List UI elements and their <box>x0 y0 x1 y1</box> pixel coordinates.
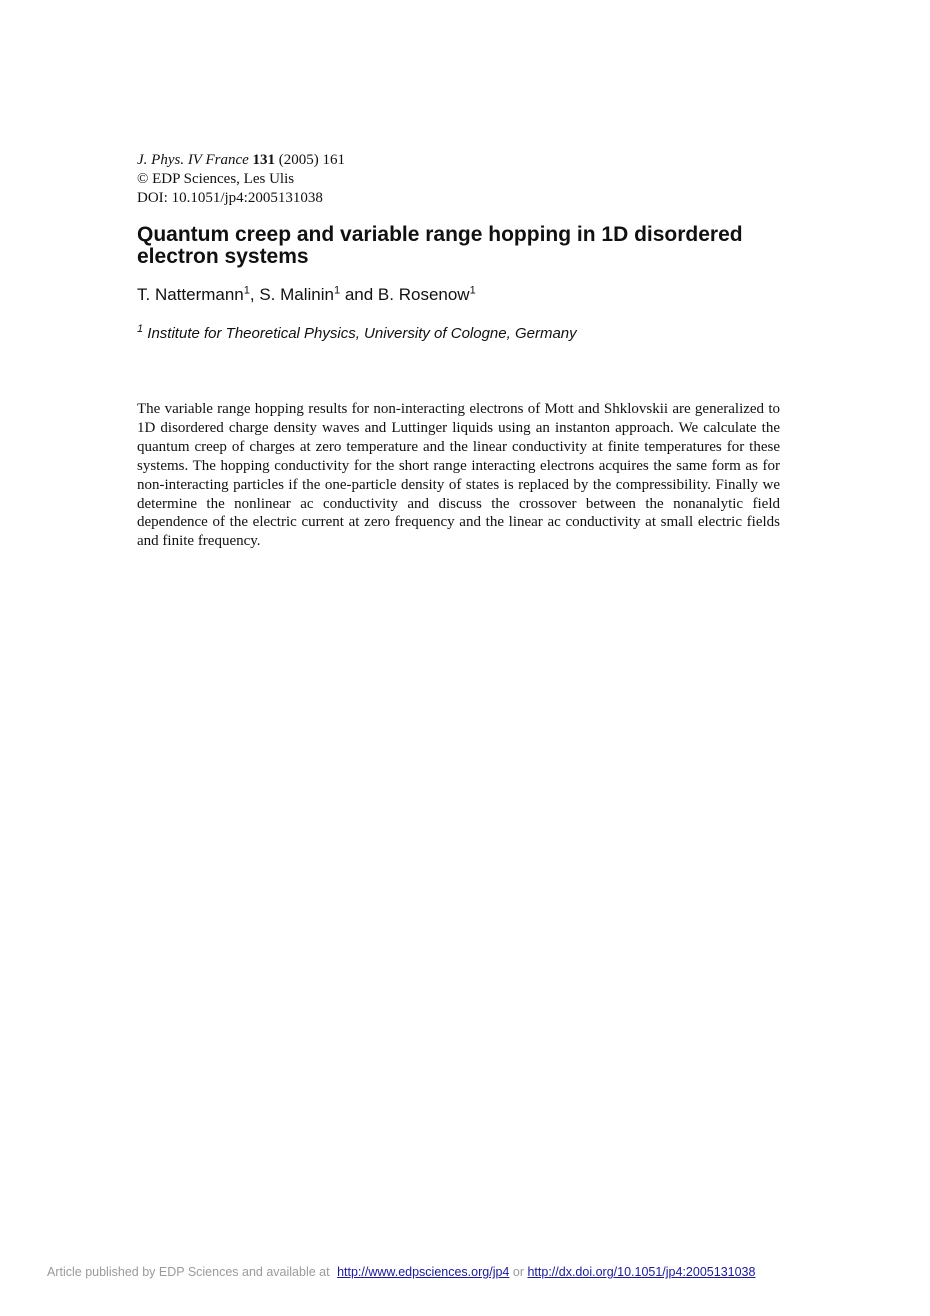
affiliation-mark: 1 <box>137 323 144 335</box>
author-affiliation-mark: 1 <box>469 284 476 297</box>
footer-prefix: Article published by EDP Sciences and available at <box>47 1265 330 1279</box>
doi-link[interactable]: http://dx.doi.org/10.1051/jp4:2005131038 <box>527 1265 756 1279</box>
author-separator: , <box>249 285 260 304</box>
author-name: B. Rosenow <box>377 285 470 304</box>
author-name: T. Nattermann <box>137 285 244 304</box>
doi-line: DOI: 10.1051/jp4:2005131038 <box>137 190 323 206</box>
abstract: The variable range hopping results for non-interacting electrons of Mott and Shklovskii are generalized to 1D disordered charge density waves and Luttinger liquids using an instanton approach. We calculate the quantum creep of charges at zero temperature and the linear conductivity at finite temperatures for these systems. The hopping conductivity for the short range interacting electrons acquires the same form as for non-interacting particles if the one-particle density of states is replaced by the compressibility. Finally we determine the nonlinear ac conductivity and discuss the crossover between the nonanalytic field dependence of the electric current at zero frequency and the linear ac conductivity at small electric fields and finite frequency. <box>137 401 780 550</box>
author-list <box>137 284 476 306</box>
footer-or: or <box>512 1265 524 1279</box>
author-separator: and <box>340 285 378 304</box>
author-name: S. Malinin <box>259 285 334 304</box>
affiliation-text: Institute for Theoretical Physics, University of Cologne, Germany <box>147 325 577 342</box>
paper-title: Quantum creep and variable range hopping in 1D disordered electron systems <box>137 223 743 268</box>
author-affiliation-mark: 1 <box>243 284 250 297</box>
author-affiliation-mark: 1 <box>333 284 341 297</box>
journal-citation <box>137 151 345 170</box>
affiliation <box>137 324 577 344</box>
journal-year-page: (2005) 161 <box>278 152 346 168</box>
journal-volume: 131 <box>252 152 276 168</box>
publication-footer <box>47 1264 755 1280</box>
copyright-line: © EDP Sciences, Les Ulis <box>137 171 295 187</box>
journal-header <box>137 151 345 208</box>
journal-link[interactable]: http://www.edpsciences.org/jp4 <box>337 1265 510 1279</box>
journal-name: J. Phys. IV France <box>137 152 249 168</box>
